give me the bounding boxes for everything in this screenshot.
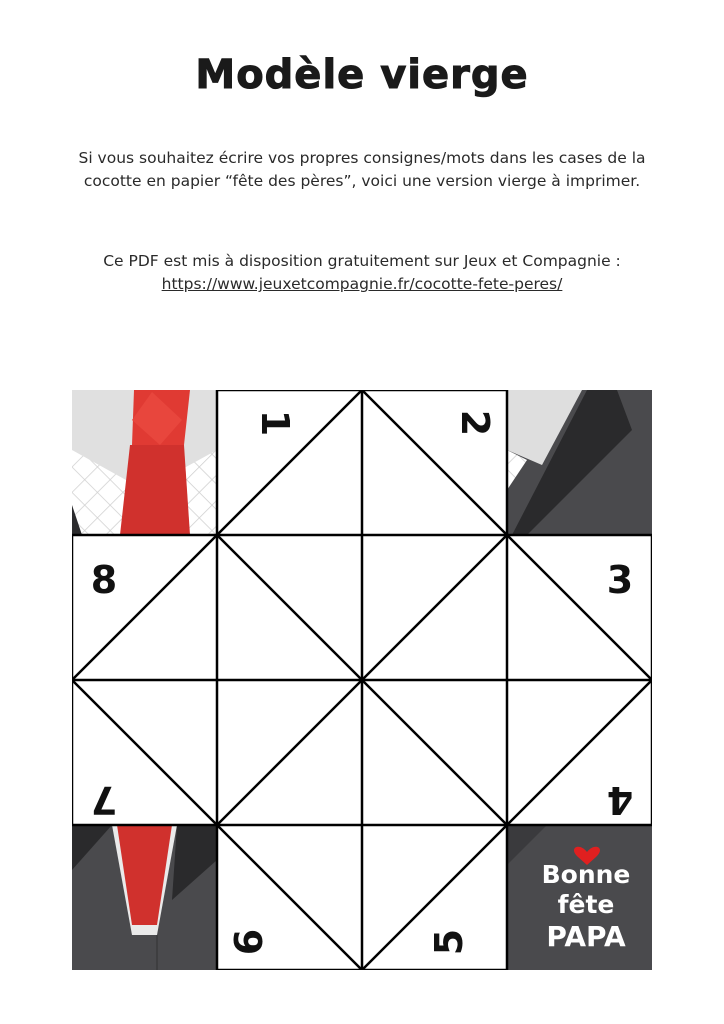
corner-text-line3: PAPA [546,920,626,953]
bonne-fete-papa-card [507,825,652,970]
intro-paragraph [0,147,724,193]
intro-line-1: Si vous souhaitez écrire vos propres consignes/mots dans les cases de la [78,149,646,167]
fortune-teller-svg [72,390,652,970]
fortune-teller-template [72,390,652,970]
intro-line-2: cocotte en papier “fête des pères”, voici une version vierge à imprimer. [83,172,641,190]
necktie-icon [72,390,217,535]
suit-tie-icon [72,825,217,970]
number-8: 8 [90,558,118,602]
corner-text-line2: fête [557,890,615,919]
credit-text: Ce PDF est mis à disposition gratuitement sur Jeux et Compagnie : [103,252,621,270]
number-6: 6 [227,928,271,956]
page-title: Modèle vierge [195,52,529,98]
suit-jacket-icon [507,390,652,535]
corner-text-line1: Bonne [541,860,631,889]
number-3: 3 [606,558,634,602]
credit-paragraph [0,250,724,296]
number-4: 4 [606,778,634,822]
number-5: 5 [427,928,471,956]
number-1: 1 [253,409,297,437]
credit-link[interactable]: https://www.jeuxetcompagnie.fr/cocotte-fete-peres/ [161,275,563,293]
number-2: 2 [453,409,497,437]
number-7: 7 [90,778,118,822]
